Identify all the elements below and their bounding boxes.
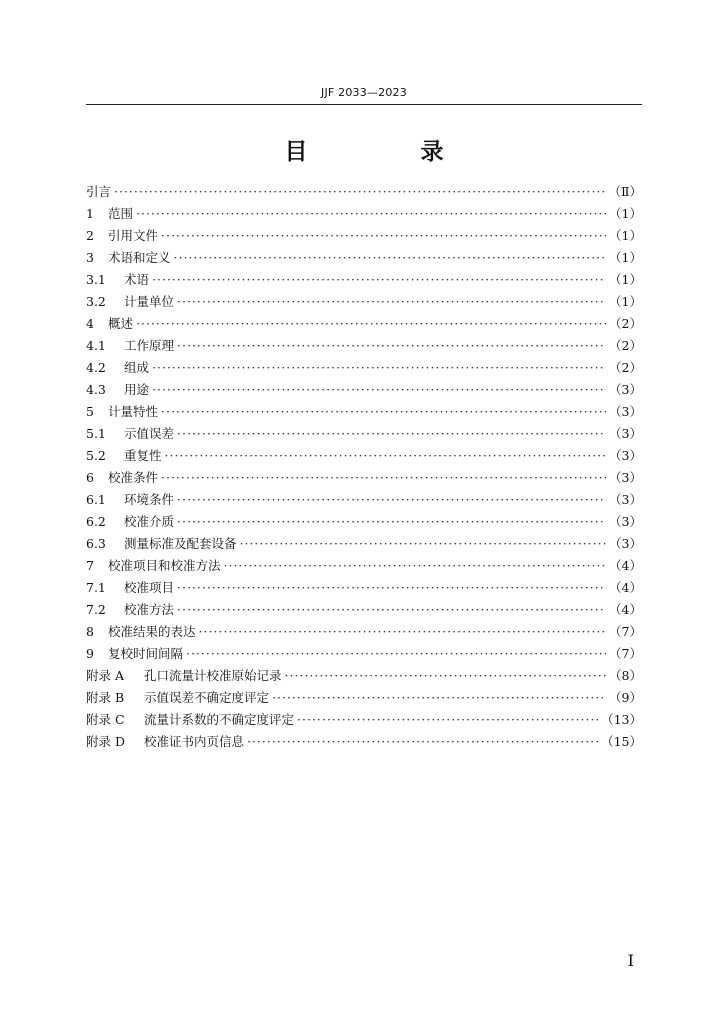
- toc-leader-dots: [247, 731, 598, 753]
- toc-entry-number: 附录 A: [86, 668, 125, 683]
- toc-entry-page: （4）: [609, 558, 642, 573]
- toc-entry-label: 校准项目和校准方法: [108, 558, 221, 573]
- toc-entry[interactable]: [86, 445, 642, 467]
- toc-entry-number: 3: [86, 250, 94, 265]
- toc-entry-number: 8: [86, 624, 94, 639]
- toc-entry-page: （4）: [609, 602, 642, 617]
- toc-entry-label: 工作原理: [124, 338, 175, 353]
- toc-leader-dots: [161, 401, 606, 423]
- toc-entry-label: 用途: [124, 382, 150, 397]
- toc-entry-page: （4）: [609, 580, 642, 595]
- toc-leader-dots: [285, 665, 607, 687]
- toc-entry-label: 环境条件: [124, 492, 175, 507]
- toc-entry[interactable]: [86, 247, 642, 269]
- toc-entry-number: 附录 C: [86, 712, 125, 727]
- toc-leader-dots: [114, 181, 605, 203]
- toc-entry[interactable]: [86, 357, 642, 379]
- toc-entry-page: （15）: [601, 734, 642, 749]
- toc-entry-page: （3）: [609, 492, 642, 507]
- toc-entry-number: 3.1: [86, 272, 106, 287]
- toc-entry[interactable]: [86, 643, 642, 665]
- toc-entry-label: 校准项目: [124, 580, 175, 595]
- toc-leader-dots: [177, 489, 606, 511]
- toc-leader-dots: [199, 621, 607, 643]
- toc-entry-label: 流量计系数的不确定度评定: [144, 712, 295, 727]
- toc-leader-dots: [136, 203, 606, 225]
- toc-entry-number: 4.3: [86, 382, 106, 397]
- toc-entry[interactable]: [86, 533, 642, 555]
- toc-entry-label: 复校时间间隔: [108, 646, 184, 661]
- toc-entry[interactable]: [86, 687, 642, 709]
- toc-leader-dots: [177, 511, 606, 533]
- toc-entry[interactable]: [86, 665, 642, 687]
- toc-entry[interactable]: [86, 555, 642, 577]
- toc-entry-page: （2）: [609, 360, 642, 375]
- toc-entry-label: 计量特性: [108, 404, 159, 419]
- toc-leader-dots: [272, 687, 606, 709]
- toc-entry-label: 校准介质: [124, 514, 175, 529]
- toc-leader-dots: [152, 357, 606, 379]
- toc-entry-page: （9）: [609, 690, 642, 705]
- toc-entry-label: 示值误差: [124, 426, 175, 441]
- toc-entry-label: 术语和定义: [108, 250, 171, 265]
- toc-entry-page: （3）: [609, 536, 642, 551]
- toc-entry-page: （1）: [609, 250, 642, 265]
- toc-leader-dots: [177, 291, 606, 313]
- toc-entry-page: （3）: [609, 448, 642, 463]
- toc-entry[interactable]: [86, 203, 642, 225]
- toc-entry-number: 2: [86, 228, 94, 243]
- toc-entry-number: 9: [86, 646, 94, 661]
- toc-entry-page: （13）: [601, 712, 642, 727]
- toc-entry[interactable]: [86, 423, 642, 445]
- toc-entry-number: 6.1: [86, 492, 106, 507]
- toc-entry[interactable]: [86, 511, 642, 533]
- toc-entry-page: （Ⅱ）: [608, 184, 642, 199]
- toc-entry-number: 5.1: [86, 426, 106, 441]
- toc-entry[interactable]: [86, 335, 642, 357]
- toc-entry-label: 组成: [124, 360, 150, 375]
- toc-leader-dots: [165, 445, 607, 467]
- toc-entry-page: （8）: [609, 668, 642, 683]
- toc-leader-dots: [177, 577, 606, 599]
- toc-entry-number: 7.1: [86, 580, 106, 595]
- toc-leader-dots: [186, 643, 606, 665]
- toc-entry[interactable]: [86, 313, 642, 335]
- toc-entry-page: （3）: [609, 404, 642, 419]
- toc-entry[interactable]: [86, 291, 642, 313]
- toc-entry-number: 7: [86, 558, 94, 573]
- toc-entry-page: （1）: [609, 206, 642, 221]
- toc-entry-label: 重复性: [124, 448, 162, 463]
- toc-entry-label: 校准方法: [124, 602, 175, 617]
- page-title: 目 录: [284, 139, 489, 165]
- toc-leader-dots: [177, 335, 606, 357]
- toc-entry[interactable]: [86, 731, 642, 753]
- toc-entry-number: 5: [86, 404, 94, 419]
- toc-entry-page: （1）: [609, 228, 642, 243]
- toc-entry-number: 6.2: [86, 514, 106, 529]
- toc-entry[interactable]: [86, 269, 642, 291]
- toc-entry-label: 术语: [124, 272, 150, 287]
- toc-entry-number: 1: [86, 206, 94, 221]
- toc-entry-label: 校准结果的表达: [108, 624, 196, 639]
- toc-entry[interactable]: [86, 489, 642, 511]
- toc-entry-page: （1）: [609, 272, 642, 287]
- toc-entry[interactable]: [86, 577, 642, 599]
- toc-leader-dots: [136, 313, 606, 335]
- header-rule: [86, 104, 642, 105]
- toc-leader-dots: [297, 709, 598, 731]
- toc-leader-dots: [177, 423, 606, 445]
- toc-entry[interactable]: [86, 709, 642, 731]
- toc-entry-label: 校准条件: [108, 470, 159, 485]
- toc-entry-page: （3）: [609, 382, 642, 397]
- toc-entry-label: 范围: [108, 206, 134, 221]
- toc-leader-dots: [224, 555, 607, 577]
- toc-entry-page: （2）: [609, 316, 642, 331]
- toc-entry-number: 5.2: [86, 448, 106, 463]
- toc-entry-label: 引用文件: [108, 228, 159, 243]
- toc-entry-number: 6: [86, 470, 94, 485]
- toc-entry-label: 概述: [108, 316, 134, 331]
- document-code-header: JJF 2033—2023: [321, 86, 407, 99]
- toc-entry-number: 4.1: [86, 338, 106, 353]
- toc-entry-number: 附录 B: [86, 690, 125, 705]
- toc-entry-number: 4.2: [86, 360, 106, 375]
- toc-leader-dots: [174, 247, 607, 269]
- toc-entry[interactable]: [86, 401, 642, 423]
- toc-leader-dots: [161, 225, 606, 247]
- toc-entry[interactable]: [86, 181, 642, 203]
- toc-entry-page: （2）: [609, 338, 642, 353]
- toc-entry-label: 引言: [86, 184, 112, 199]
- toc-entry-number: 4: [86, 316, 94, 331]
- toc-entry-number: 3.2: [86, 294, 106, 309]
- toc-leader-dots: [161, 467, 606, 489]
- toc-entry-label: 示值误差不确定度评定: [144, 690, 270, 705]
- toc-entry-page: （3）: [609, 470, 642, 485]
- toc-leader-dots: [152, 269, 606, 291]
- toc-entry-page: （7）: [609, 646, 642, 661]
- toc-entry-number: 6.3: [86, 536, 106, 551]
- toc-entry[interactable]: [86, 467, 642, 489]
- toc-entry-number: 7.2: [86, 602, 106, 617]
- toc-entry-page: （1）: [609, 294, 642, 309]
- page-number: I: [627, 951, 634, 970]
- toc-leader-dots: [152, 379, 606, 401]
- toc-entry-number: 附录 D: [86, 734, 125, 749]
- toc-leader-dots: [240, 533, 607, 555]
- toc-entry-page: （3）: [609, 426, 642, 441]
- toc-entry[interactable]: [86, 599, 642, 621]
- toc-entry-label: 测量标准及配套设备: [124, 536, 237, 551]
- toc-entry[interactable]: [86, 225, 642, 247]
- toc-entry[interactable]: [86, 621, 642, 643]
- toc-leader-dots: [177, 599, 606, 621]
- toc-entry-label: 校准证书内页信息: [144, 734, 245, 749]
- toc-entry-page: （3）: [609, 514, 642, 529]
- toc-entry-label: 孔口流量计校准原始记录: [144, 668, 282, 683]
- toc-entry[interactable]: [86, 379, 642, 401]
- toc-entry-page: （7）: [609, 624, 642, 639]
- toc-entry-label: 计量单位: [124, 294, 175, 309]
- table-of-contents: [86, 181, 642, 753]
